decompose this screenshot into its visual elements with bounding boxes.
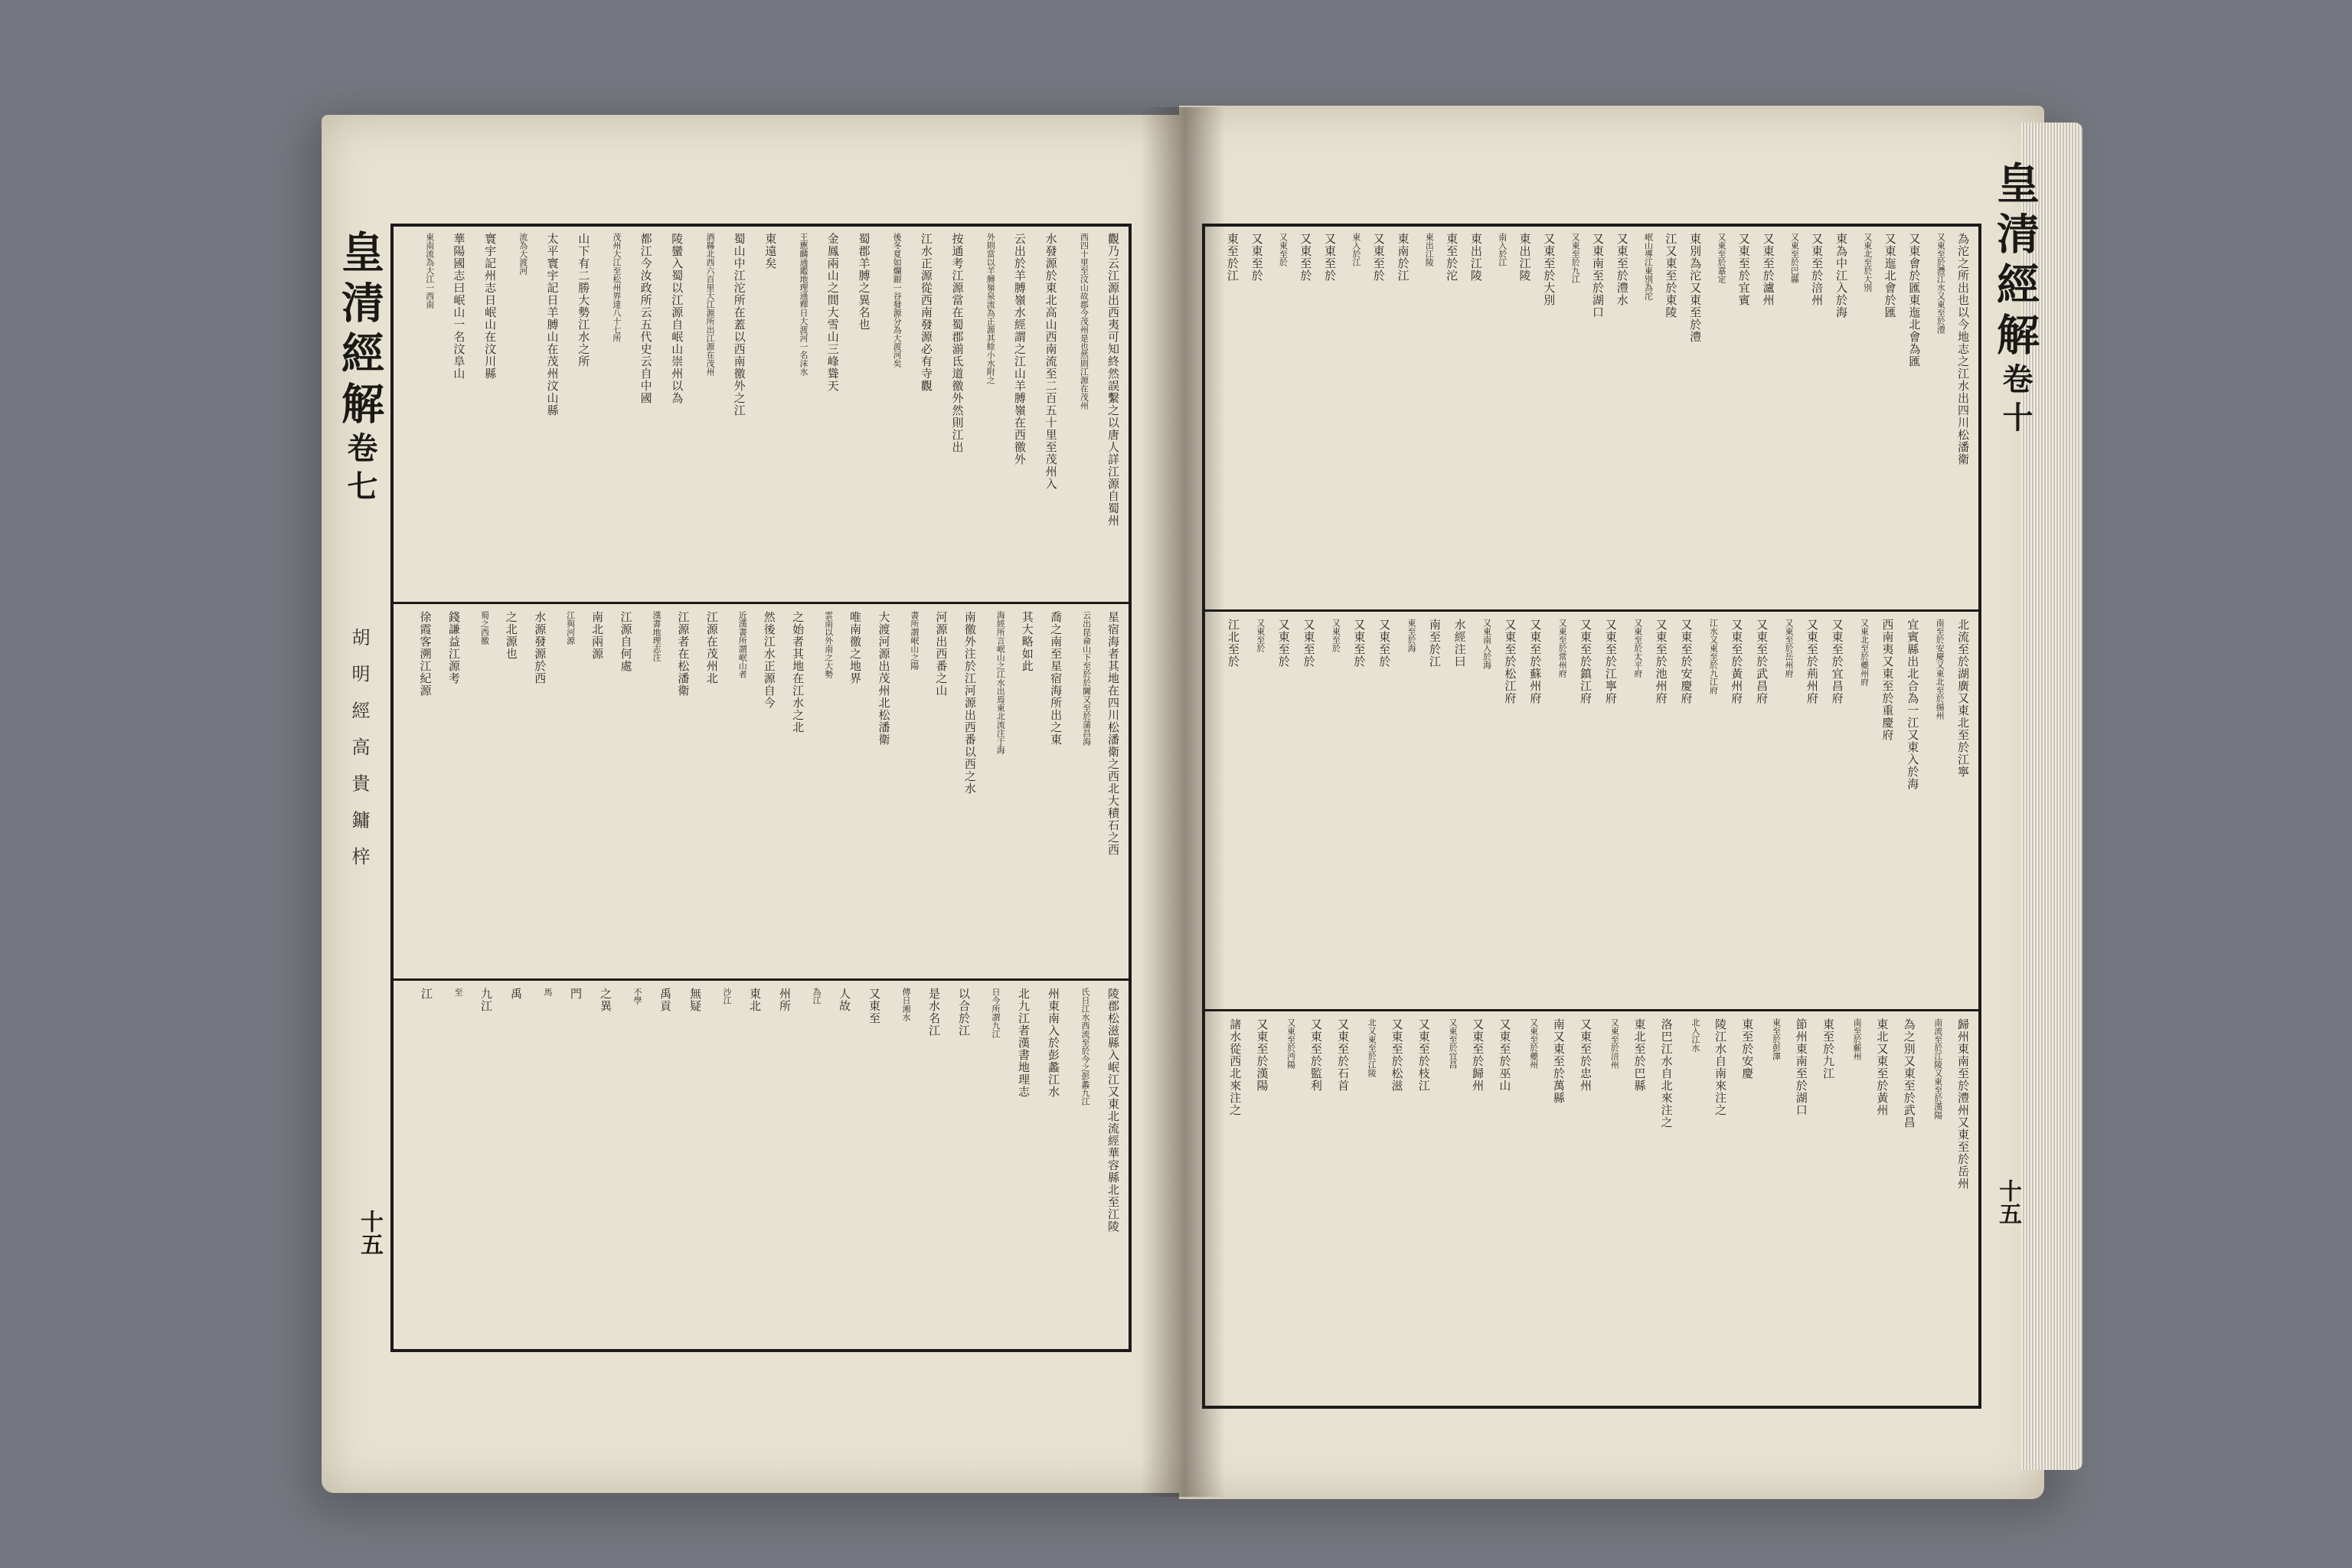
text-column: 山下有二勝大勢江水之所 [577,233,591,368]
text-column: 又東至 [867,988,881,1024]
text-column: 無疑 [688,988,702,1012]
text-column: 水源發源於西 [533,611,547,684]
right-chapter-text: 卷十 [1998,363,2034,439]
left-running-title [329,230,390,508]
left-tier-3 [400,988,1122,1340]
text-column: 又東至於 [1278,233,1289,266]
text-column: 蜀之西徼 [479,611,490,645]
text-column: 又東迤北會於匯 [1883,233,1897,318]
text-column: 徐霞客溯江紀源 [418,611,433,697]
text-column: 江源自何處 [619,611,633,672]
text-column: 又東至於 [1371,233,1386,282]
text-column: 江源在茂州北 [704,611,719,684]
text-column: 不學 [632,988,642,1004]
text-column: 又東至於 [1276,619,1291,668]
text-column: 以合於江 [957,988,971,1037]
text-column: 歸州東南至於澧州又東至於岳州 [1956,1018,1970,1190]
text-column: 洛巴江水自北來注之 [1659,1018,1674,1129]
text-column: 東南於江 [1396,233,1410,282]
text-column: 之異 [599,988,612,1012]
text-column: 東為中江入於海 [1834,233,1848,318]
text-column: 又東至於涪州 [1810,233,1824,306]
text-column: 喬之南至星宿海所出之東 [1049,611,1063,746]
text-column: 門 [569,988,583,1000]
text-column: 為江 [812,988,822,1004]
text-column: 南至於安慶又東北至於揚州 [1935,619,1945,720]
text-column: 又東至於石首 [1336,1018,1351,1092]
text-column: 江水正源從西南發源必有寺觀 [919,233,933,392]
text-column: 大渡河源出茂州北松潘衛 [877,611,891,746]
text-column: 蜀山中江沱所在蓋以西南徼外之江 [732,233,746,416]
text-column: 南北兩源 [590,611,605,660]
text-column: 河源出西番之山 [934,611,949,697]
text-column: 為之別又東至於武昌 [1902,1018,1916,1129]
right-tier-3 [1211,1018,1972,1396]
text-column: 流為大渡河 [518,233,528,275]
text-column: 茂州大江至松州界達八十七所 [611,233,622,342]
text-column: 東出江陵 [1424,233,1435,266]
text-column: 東北至於巴縣 [1632,1018,1647,1092]
text-column: 又東至於松滋 [1390,1018,1404,1092]
text-column: 東出江陵 [1468,233,1483,282]
text-column: 南流至於江陵又東至於漢陽 [1932,1018,1943,1119]
text-column: 節州東南至於湖口 [1794,1018,1808,1116]
right-text-frame [1202,224,1981,1409]
right-running-title [1984,161,2046,439]
text-column: 南至於江 [1427,619,1442,668]
text-column: 江水又東至於九江府 [1708,619,1719,694]
text-column: 又東會於匯東迤北會為匯 [1907,233,1922,368]
text-column: 又東至於漢陽 [1255,1018,1269,1092]
text-column: 又東至於江寧府 [1603,619,1618,704]
text-column: 東至於安慶 [1740,1018,1755,1080]
left-title-text: 皇清經解 [335,230,385,432]
text-column: 云出於羊膊嶺水經謂之江山羊膊嶺在西徼外 [1012,233,1027,466]
text-column: 又東至於 [1250,233,1264,282]
left-text-frame [390,224,1132,1352]
text-column: 水發源於東北高山西南流至二百五十里至茂州入 [1044,233,1058,490]
text-column: 江源者在松潘衛 [676,611,691,697]
text-column: 又東至於 [1352,619,1367,668]
text-column: 又東至於忠州 [1579,1018,1592,1092]
text-column: 書所謂岷山之陽 [909,611,920,670]
text-column: 又東至於巫山 [1498,1018,1512,1092]
left-divider-2 [394,978,1129,981]
left-tier-2 [400,611,1122,971]
text-column: 華陽國志曰岷山一名汶阜山 [452,233,466,380]
text-column: 東別為沱又東至於澧 [1688,233,1703,343]
text-column: 東北又東至於黃州 [1875,1018,1890,1116]
text-column: 又東至於宜昌府 [1830,619,1844,704]
text-column: 又東至於夔州 [1528,1018,1539,1069]
text-column: 沙江 [722,988,732,1004]
text-column: 金鳳兩山之間大雪山三峰聳天 [825,233,840,392]
text-column: 又東至於沔陽 [1285,1018,1296,1069]
text-column: 蜀郡羊膊之異名也 [857,233,871,331]
text-column: 又東至於 [1377,619,1392,668]
text-column: 江又東至於東陵 [1664,233,1678,318]
right-tier-1 [1211,233,1972,600]
text-column: 又東北至於大別 [1862,233,1873,292]
right-title-text: 皇清經解 [1990,161,2040,363]
text-column: 又東至於常州府 [1557,619,1568,678]
text-column: 諸水從西北來注之 [1228,1018,1243,1116]
left-publisher-line: 胡 明 經 高 貴 鏞 梓 [348,628,370,871]
text-column: 星宿海者其地在四川松潘衛之西北大積石之西 [1106,611,1120,856]
text-column: 近漢書所謂岷山者 [737,611,748,678]
text-column: 又東至於岳州府 [1783,619,1794,678]
text-column: 人故 [838,988,851,1012]
text-column: 北又東至於江陵 [1367,1018,1377,1077]
text-column: 東至於沱 [1445,233,1459,282]
text-column: 又東至於九江 [1570,233,1581,283]
text-column: 東至於彭澤 [1771,1018,1782,1060]
text-column: 寰宇記州志日岷山在汶川縣 [483,233,498,380]
text-column: 北流至於湖廣又東北至於江寧 [1956,619,1970,778]
text-column: 東入於江 [1351,233,1361,266]
text-column: 氏日江水西流至於今之彭蠡九江 [1080,988,1090,1106]
text-column: 又東至於安慶府 [1679,619,1694,704]
text-column: 又東至於巴縣 [1789,233,1800,283]
text-column: 南入於江 [1497,233,1508,266]
text-column: 州東南入於彭蠡江水 [1047,988,1060,1098]
text-column: 又東至於歸州 [1471,1018,1485,1092]
text-column: 又東至於監利 [1308,1018,1323,1092]
text-column: 又東北至於夔州府 [1859,619,1870,686]
text-column: 王應麟通鑑地理通釋日大渡河一名沫水 [799,233,809,376]
text-column: 宜賓縣出北合為一江又東入於海 [1906,619,1920,790]
text-column: 又東至於澧水 [1615,233,1629,306]
text-column: 江與河源 [565,611,576,645]
text-column: 都江今汝政所云五代史云自中國 [639,233,653,404]
text-column: 又東至於荊州府 [1805,619,1819,704]
text-column: 是水名江 [927,988,941,1037]
text-column: 南又東至於萬縣 [1551,1018,1566,1104]
text-column: 之北源也 [504,611,518,660]
text-column: 東北 [748,988,762,1012]
text-column: 又東至於瀘州 [1761,233,1775,306]
text-column: 為沱之所出也以今地志之江水出四川松潘衛 [1956,233,1970,466]
text-column: 漢書地理志注 [651,611,662,662]
text-column: 然後江水正源自今 [762,611,776,709]
right-divider-2 [1205,1009,1978,1011]
text-column: 又東至於枝江 [1416,1018,1431,1092]
text-column: 東至於海 [1406,619,1416,652]
text-column: 又東至於武昌府 [1755,619,1769,704]
text-column: 陵江水自南來注之 [1713,1018,1728,1116]
text-column: 又東至於灃江水又東至於澧 [1936,233,1946,334]
left-chapter-text: 卷七 [342,432,378,508]
text-column: 又東至於 [1323,233,1338,282]
text-column: 西南夷又東至於重慶府 [1880,619,1895,741]
text-column: 又東至於嘉定 [1716,233,1726,283]
text-column: 南徼外注於江河源出西番以西之水 [962,611,977,795]
text-column: 又東至於宜昌 [1447,1018,1458,1069]
text-column: 錢謙益江源考 [446,611,461,684]
text-column: 觀乃云江源出西夷可知終然誤繫之以唐人詳江源自蜀州 [1106,233,1120,527]
text-column: 至 [453,988,463,996]
left-divider-1 [394,602,1129,604]
text-column: 又東至於蘇州府 [1528,619,1543,704]
text-column: 江 [420,988,433,1000]
text-column: 又東南入於海 [1481,619,1492,669]
text-column: 其大略如此 [1020,611,1034,672]
text-column: 又東南至於湖口 [1590,233,1605,318]
text-column: 又東至於 [1302,619,1316,668]
text-column: 州所 [778,988,792,1012]
text-column: 禹 [509,988,523,1000]
text-column: 又東至於鎮江府 [1579,619,1592,704]
text-column: 又東至於 [1331,619,1341,652]
text-column: 又東至於大別 [1542,233,1557,306]
text-column: 後冬夏如爛銀一谷發源分為大渡河矣 [892,233,903,368]
right-page-number: 十五 [1994,1179,2021,1225]
text-column: 之始者其地在江水之北 [791,611,805,733]
left-tier-1 [400,233,1122,593]
text-column: 東至於江 [1225,233,1240,282]
text-column: 禹貢 [658,988,672,1012]
text-column: 東出江陵 [1517,233,1532,282]
text-column: 又東至於 [1255,619,1266,652]
text-column: 陵蠻入蜀以江源自岷山崇州以為 [670,233,684,404]
text-column: 江北至於 [1226,619,1240,668]
text-column: 又東至於池州府 [1654,619,1668,704]
text-column: 九江 [479,988,493,1012]
text-column: 東南流為大江一西南 [424,233,435,309]
text-column: 陵郡松滋縣入岷江又東北流經華容縣北至江陵 [1106,988,1120,1233]
text-column: 又東至於松江府 [1503,619,1517,704]
text-column: 傳日湘水 [901,988,911,1021]
text-column: 日今所謂九江 [991,988,1001,1038]
right-divider-1 [1205,609,1978,612]
text-column: 岷山導江東別為沱 [1643,233,1654,300]
text-column: 南至於蘄州 [1852,1018,1863,1060]
text-column: 西四十里至汶山故郡今茂州是也然則江源在茂州 [1079,233,1089,410]
text-column: 唯南徼之地界 [848,611,863,684]
text-column: 北入江水 [1690,1018,1700,1052]
text-column: 太平寰宇記日羊膊山在茂州汶山縣 [545,233,560,416]
text-column: 又東至於黃州府 [1730,619,1744,704]
text-column: 東遠矣 [763,233,778,270]
text-column: 按通考江源當在蜀郡湔氐道徼外然則江出 [950,233,965,453]
text-column: 又東至於涪州 [1609,1018,1620,1069]
text-column: 東至於九江 [1821,1018,1835,1080]
text-column: 北九江者漢書地理志 [1017,988,1031,1098]
text-column: 水經注曰 [1452,619,1467,668]
text-column: 又東至於宜賓 [1736,233,1751,306]
text-column: 云出昆侖山下至於於闐又至於蒲昌海 [1081,611,1092,746]
text-column: 海經所言岷山之江水出焉東北流注于海 [995,611,1006,754]
text-column: 酒縣北西六百里大江源所出江源在茂州 [704,233,715,376]
right-tier-2 [1211,619,1972,1001]
text-column: 雲南以外南之大勢 [823,611,834,678]
text-column: 又東至於太平府 [1632,619,1643,678]
text-column: 馬 [543,988,553,996]
text-column: 又東至於 [1298,233,1313,282]
text-column: 外則當以羊膊嶺泉流為正源其餘小水附之 [985,233,996,384]
left-page-number: 十五 [356,1210,383,1256]
